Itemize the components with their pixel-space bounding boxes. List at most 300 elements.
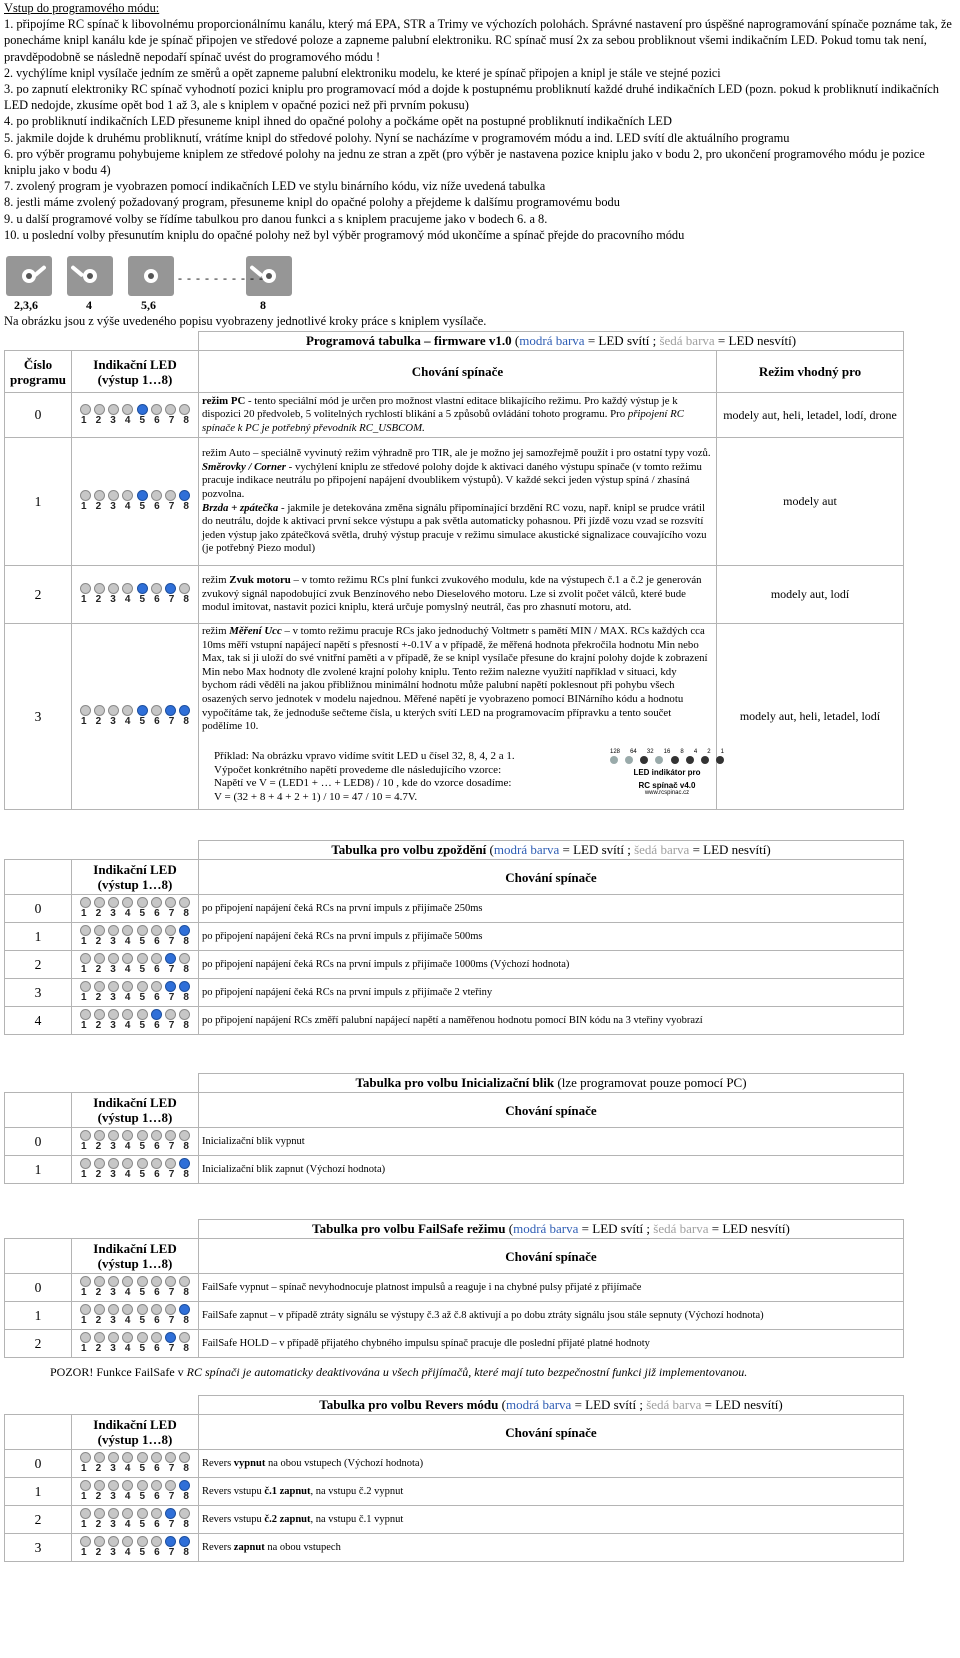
led-number: 7 — [168, 908, 175, 919]
col-behaviour: Chování spínače — [199, 1093, 904, 1128]
led-dot — [179, 1452, 190, 1463]
led-dot — [108, 705, 119, 716]
led-dot — [165, 1130, 176, 1141]
led-dot — [165, 705, 176, 716]
led-number: 1 — [81, 992, 87, 1003]
led-number: 3 — [110, 1287, 116, 1298]
behaviour-text: FailSafe zapnut – v případě ztráty signálu se výstupy č.3 až č.8 aktivují a po dobu ztráty signálu jsou stále sepnuty (Výchozí hodnota) — [199, 1302, 904, 1330]
led-dot — [179, 925, 190, 936]
led-dot — [94, 1009, 105, 1020]
program-number: 2 — [5, 1506, 72, 1534]
table-row — [5, 895, 904, 923]
led-dot — [94, 583, 105, 594]
led-dot — [122, 404, 133, 415]
led-dot — [94, 1480, 105, 1491]
led-dot — [151, 1304, 162, 1315]
led-number: 8 — [183, 1491, 189, 1502]
behaviour-text: Revers zapnut na obou vstupech — [199, 1534, 904, 1562]
led-indicator-board: 128 64 32 16 8 4 2 1 LED indikátor pro RC spínač v4.0 www.rcspinac.cz — [610, 749, 724, 796]
led-number: 7 — [168, 1343, 175, 1354]
led-number: 4 — [124, 716, 131, 727]
led-dot — [179, 490, 190, 501]
table-row — [5, 1506, 904, 1534]
led-dot — [165, 404, 176, 415]
mode-text: modely aut, heli, letadel, lodí — [717, 624, 904, 810]
led-dot — [94, 404, 105, 415]
led-dot — [151, 897, 162, 908]
program-number: 2 — [5, 1330, 72, 1358]
led-number: 7 — [168, 992, 175, 1003]
led-dot — [165, 981, 176, 992]
program-number: 0 — [5, 895, 72, 923]
table-row — [5, 979, 904, 1007]
led-dot — [108, 404, 119, 415]
led-number: 8 — [183, 1020, 189, 1031]
led-dot — [151, 404, 162, 415]
led-number: 1 — [81, 594, 87, 605]
led-number: 1 — [81, 501, 87, 512]
led-number: 6 — [154, 1141, 160, 1152]
led-dot — [122, 1508, 133, 1519]
board-led — [640, 756, 648, 764]
program-number: 0 — [5, 1450, 72, 1478]
led-number: 1 — [81, 1547, 87, 1558]
led-number: 3 — [110, 1169, 116, 1180]
led-indicator — [78, 1480, 192, 1502]
led-dot — [179, 1276, 190, 1287]
led-number: 2 — [95, 908, 102, 919]
intro-step-8: 8. jestli máme zvolený požadovaný program, přesuneme knipl do opačné polohy a přejdeme k dalšímu programovému bodu — [4, 195, 620, 210]
led-dot — [165, 1276, 176, 1287]
led-dot — [80, 1158, 91, 1169]
led-dot — [151, 1480, 162, 1491]
led-dot — [94, 1158, 105, 1169]
led-number: 2 — [95, 964, 102, 975]
program-number: 1 — [5, 1302, 72, 1330]
stick-label: 4 — [86, 298, 92, 312]
led-number: 3 — [110, 1141, 116, 1152]
failsafe-warning: POZOR! Funkce FailSafe v RC spínači je automaticky deaktivována u všech přijímačů, které mají tuto bezpečnostní funkci již implementovanou. — [50, 1365, 748, 1379]
col-led: Indikační LED (výstup 1…8) — [72, 1093, 199, 1128]
led-dot — [80, 1332, 91, 1343]
led-dot — [80, 1276, 91, 1287]
led-number: 3 — [110, 716, 116, 727]
delay-table-title: Tabulka pro volbu zpoždění (modrá barva = LED svítí ; šedá barva = LED nesvítí) — [199, 841, 904, 860]
led-number: 7 — [168, 936, 175, 947]
led-number: 5 — [139, 1141, 146, 1152]
led-dot — [122, 1009, 133, 1020]
stick-left-icon — [6, 256, 52, 296]
led-number: 6 — [154, 501, 160, 512]
program-number: 4 — [5, 1007, 72, 1035]
led-number: 1 — [81, 964, 87, 975]
behaviour-text: po připojení napájení čeká RCs na první impuls z přijímače 500ms — [199, 923, 904, 951]
stick-label: 5,6 — [141, 298, 156, 312]
led-indicator — [78, 583, 192, 605]
stick-center-icon — [128, 256, 174, 296]
col-led: Indikační LED (výstup 1…8) — [72, 351, 199, 393]
behaviour-text: po připojení napájení čeká RCs na první impuls z přijímače 2 vteřiny — [199, 979, 904, 1007]
board-number: 64 — [630, 749, 637, 755]
table-row — [5, 1274, 904, 1302]
led-dot — [108, 583, 119, 594]
col-behaviour: Chování spínače — [199, 1415, 904, 1450]
led-dot — [137, 1508, 148, 1519]
led-number: 7 — [168, 1020, 175, 1031]
program-number: 3 — [5, 979, 72, 1007]
led-number: 8 — [183, 1463, 189, 1474]
led-dot — [94, 1332, 105, 1343]
led-number: 7 — [168, 1141, 175, 1152]
led-dot — [151, 1536, 162, 1547]
led-dot — [122, 925, 133, 936]
led-dot — [94, 981, 105, 992]
led-number: 6 — [154, 908, 160, 919]
led-dot — [94, 1304, 105, 1315]
table-row — [5, 1128, 904, 1156]
led-indicator — [78, 1508, 192, 1530]
program-number: 2 — [5, 951, 72, 979]
led-indicator — [78, 1009, 192, 1031]
behaviour-text: režim Měření Ucc – v tomto režimu pracuje RCs jako jednoduchý Voltmetr s pamětí MIN / MAX. RCs každých cca 10ms měří vstupní napájecí napětí s přesností +-0.1V a v případě, že měřená hodnota překročila hodnotu Min nebo Max, tak si ji uloží do své vnitřní paměti a v případě, že se knipl vysílače přesune do krajní polohy dojde k zobrazení Min nebo Max hodnoty dle zvolené krajní polohy kniplu. Tento režim nalezne využití například v situaci, kdy bychom rádi věděli na jakou přibližnou minimální hodnotu může palubní napětí poklesnout při pohybu všech osazených servo jednotek v modelu najednou. Měřené napětí je vyobrazeno pomocí BINárního kódu a hodnotu vypočítáme tak, že jednoduše sečteme čísla, u kterých svítí LED na programovacím přípravku a tento součet podělíme 10. — [199, 624, 717, 810]
led-number: 2 — [95, 414, 102, 426]
table-row — [5, 1156, 904, 1184]
led-dot — [108, 1452, 119, 1463]
led-number: 1 — [81, 1287, 87, 1298]
led-dot — [122, 1158, 133, 1169]
led-dot — [108, 981, 119, 992]
led-dot — [108, 1158, 119, 1169]
led-number: 8 — [183, 936, 189, 947]
led-dot — [80, 953, 91, 964]
led-number: 2 — [95, 1315, 102, 1326]
board-led — [610, 756, 618, 764]
led-number: 8 — [183, 1287, 189, 1298]
led-dot — [179, 1158, 190, 1169]
revers-table-title: Tabulka pro volbu Revers módu (modrá barva = LED svítí ; šedá barva = LED nesvítí) — [199, 1396, 904, 1415]
led-number: 2 — [95, 1519, 102, 1530]
led-dot — [151, 1276, 162, 1287]
led-dot — [165, 583, 176, 594]
led-dot — [80, 925, 91, 936]
table-row — [5, 1330, 904, 1358]
led-number: 6 — [154, 1315, 160, 1326]
program-number: 1 — [5, 923, 72, 951]
led-number: 5 — [139, 716, 146, 727]
led-number: 3 — [110, 1491, 116, 1502]
led-number: 6 — [154, 992, 160, 1003]
led-indicator — [78, 490, 192, 512]
board-led — [625, 756, 633, 764]
led-number: 2 — [95, 1141, 102, 1152]
led-indicator — [78, 1276, 192, 1298]
led-dot — [94, 1536, 105, 1547]
led-number: 3 — [110, 1020, 116, 1031]
intro-step-6: 6. pro výběr programu pohybujeme kniplem ze středové polohy na jednu ze stran a zpět (pro výběr je nastavena pozice kniplu jako v bodu 2, pro ukončení programového módu je pozice kniplu jako v bodu 4) — [4, 146, 925, 178]
led-dot — [151, 981, 162, 992]
program-number: 0 — [5, 1128, 72, 1156]
behaviour-text: Revers vstupu č.2 zapnut, na vstupu č.1 vypnut — [199, 1506, 904, 1534]
led-number: 6 — [154, 1547, 160, 1558]
led-number: 6 — [154, 1491, 160, 1502]
led-number: 4 — [124, 1169, 131, 1180]
failsafe-table — [4, 1219, 904, 1358]
table-row — [5, 393, 904, 438]
behaviour-text: Revers vypnut na obou vstupech (Výchozí hodnota) — [199, 1450, 904, 1478]
behaviour-text: Inicializační blik zapnut (Výchozí hodnota) — [199, 1156, 904, 1184]
led-dot — [80, 1452, 91, 1463]
led-number: 6 — [154, 716, 160, 727]
led-dot — [94, 897, 105, 908]
init-table-title: Tabulka pro volbu Inicializační blik (lze programovat pouze pomocí PC) — [199, 1074, 904, 1093]
led-dot — [122, 583, 133, 594]
led-number: 4 — [124, 908, 131, 919]
dots-separator: - - - - - - - - - - — [178, 271, 264, 285]
init-table — [4, 1073, 904, 1184]
led-number: 5 — [139, 1020, 146, 1031]
led-dot — [122, 1332, 133, 1343]
led-dot — [137, 705, 148, 716]
led-dot — [137, 897, 148, 908]
led-number: 3 — [110, 1463, 116, 1474]
led-number: 5 — [139, 1463, 146, 1474]
led-number: 6 — [154, 414, 160, 426]
led-number: 1 — [81, 1463, 87, 1474]
led-number: 2 — [95, 716, 102, 727]
led-number: 3 — [110, 992, 116, 1003]
led-number: 5 — [139, 936, 146, 947]
led-dot — [137, 1304, 148, 1315]
led-number: 3 — [110, 1315, 116, 1326]
col-program-number: Číslo programu — [5, 351, 72, 393]
led-dot — [80, 897, 91, 908]
led-dot — [94, 490, 105, 501]
led-dot — [94, 953, 105, 964]
led-dot — [80, 490, 91, 501]
led-dot — [108, 1332, 119, 1343]
col-led: Indikační LED (výstup 1…8) — [72, 1415, 199, 1450]
led-dot — [137, 981, 148, 992]
col-behaviour: Chování spínače — [199, 860, 904, 895]
led-number: 7 — [168, 594, 175, 605]
led-number: 8 — [183, 964, 189, 975]
led-number: 7 — [168, 1463, 175, 1474]
board-number: 32 — [646, 749, 654, 755]
col-behaviour: Chování spínače — [199, 1239, 904, 1274]
led-indicator — [78, 1332, 192, 1354]
led-number: 4 — [124, 501, 131, 512]
board-led — [655, 756, 663, 764]
led-dot — [151, 953, 162, 964]
board-led — [686, 756, 694, 764]
led-number: 5 — [139, 1547, 146, 1558]
led-dot — [179, 1304, 190, 1315]
led-indicator — [78, 705, 192, 727]
led-number: 6 — [154, 1287, 160, 1298]
led-dot — [108, 925, 119, 936]
led-dot — [137, 1158, 148, 1169]
led-indicator — [78, 981, 192, 1003]
led-dot — [179, 1536, 190, 1547]
program-table-title: Programová tabulka – firmware v1.0 (modrá barva = LED svítí ; šedá barva = LED nesvítí) — [199, 332, 904, 351]
failsafe-table-title: Tabulka pro volbu FailSafe režimu (modrá barva = LED svítí ; šedá barva = LED nesvítí) — [199, 1220, 904, 1239]
led-number: 1 — [81, 1343, 87, 1354]
board-number: 4 — [693, 749, 698, 755]
led-dot — [165, 897, 176, 908]
program-number: 2 — [5, 566, 72, 624]
program-table — [4, 331, 904, 810]
led-number: 4 — [124, 1463, 131, 1474]
led-dot — [165, 1480, 176, 1491]
led-dot — [165, 1009, 176, 1020]
led-number: 3 — [110, 1343, 116, 1354]
intro-title: Vstup do programového módu: — [4, 1, 160, 15]
led-number: 6 — [154, 1020, 160, 1031]
led-indicator — [78, 1304, 192, 1326]
program-number: 0 — [5, 1274, 72, 1302]
table-row — [5, 1450, 904, 1478]
led-indicator — [78, 1130, 192, 1152]
led-dot — [137, 1009, 148, 1020]
led-number: 3 — [110, 501, 116, 512]
led-indicator — [78, 1158, 192, 1180]
led-number: 3 — [110, 414, 116, 426]
led-number: 5 — [139, 1519, 146, 1530]
stick-label: 8 — [260, 298, 266, 312]
led-number: 5 — [139, 964, 146, 975]
led-number: 2 — [95, 1463, 102, 1474]
led-number: 5 — [139, 1343, 146, 1354]
led-dot — [108, 953, 119, 964]
led-number: 8 — [183, 1519, 189, 1530]
led-number: 7 — [168, 1287, 175, 1298]
led-number: 7 — [168, 414, 175, 426]
col-led: Indikační LED (výstup 1…8) — [72, 860, 199, 895]
led-number: 4 — [124, 1519, 131, 1530]
led-number: 1 — [81, 414, 87, 426]
led-dot — [165, 1536, 176, 1547]
led-dot — [80, 981, 91, 992]
led-dot — [137, 490, 148, 501]
led-dot — [80, 1304, 91, 1315]
intro-text — [4, 0, 956, 243]
behaviour-text: FailSafe vypnut – spínač nevyhodnocuje platnost impulsů a reaguje i na chybné pulsy přijaté z přijímače — [199, 1274, 904, 1302]
led-dot — [179, 1130, 190, 1141]
table-row — [5, 1478, 904, 1506]
led-dot — [165, 1158, 176, 1169]
led-dot — [80, 1009, 91, 1020]
led-dot — [137, 1536, 148, 1547]
intro-step-9: 9. u další programové volby se řídíme tabulkou pro danou funkci a s kniplem pracujeme jako v bodech 6. a 8. — [4, 211, 548, 226]
led-dot — [94, 1130, 105, 1141]
led-dot — [137, 1452, 148, 1463]
intro-step-7: 7. zvolený program je vyobrazen pomocí indikačních LED ve stylu binárního kódu, viz níže uvedená tabulka — [4, 179, 546, 194]
behaviour-text: FailSafe HOLD – v případě přijatého chybného impulsu spínač pracuje dle poslední přijaté platné hodnoty — [199, 1330, 904, 1358]
led-dot — [137, 1332, 148, 1343]
led-number: 2 — [95, 1547, 102, 1558]
led-number: 6 — [154, 1519, 160, 1530]
led-number: 8 — [183, 716, 189, 727]
led-dot — [108, 1304, 119, 1315]
led-dot — [137, 953, 148, 964]
table-row — [5, 1534, 904, 1562]
led-number: 4 — [124, 1491, 131, 1502]
led-dot — [179, 1480, 190, 1491]
behaviour-text: režim Auto – speciálně vyvinutý režim výhradně pro TIR, ale je možno jej samozřejmě použít i pro ostatní typy vozů. Směrovky / Corner - vychýlení kniplu ze středové polohy dojde k aktivaci daného výstupu spínače (v tomto režimu pracuje indikace neutrálu po připojení napájení dvoublikem výstupů). V každé sekci jeden výstup spíná / zhasíná pozvolna. Brzda + zpátečka - jakmile je detekována změna signálu připomínající brzdění RC vozu, např. knipl se prudce vrátil do neutrálu, dojde k aktivaci první sekce výstupu a pak světla automaticky pohasnou. Při jízdě vozu vzad se rozsvítí jeden výstup jako zpátečková světla, druhý výstup pracuje v režimu simulace akustické signalizace couvajícího vozu (je potřebný Piezo modul) — [199, 438, 717, 566]
led-dot — [165, 490, 176, 501]
intro-step-3: 3. po zapnutí elektroniky RC spínač vyhodnotí pozici kniplu pro programovací mód a dojde k postupnému probliknutí každé druhé indikačních LED (pozn. pokud k probliknutí indikačních LED nedojde, zkusíme opět bod 1 až 3, ale s kniplem v opačné pozici než při prvním pokusu) — [4, 82, 939, 113]
led-number: 1 — [81, 1519, 87, 1530]
led-number: 1 — [81, 1141, 87, 1152]
led-dot — [94, 1452, 105, 1463]
intro-step-5: 5. jakmile dojde k druhému probliknutí, vrátíme knipl do středové polohy. Nyní se nacházíme v programovém módu a ind. LED svítí dle aktuálního programu — [4, 130, 790, 145]
stick-label: 2,3,6 — [14, 298, 38, 312]
led-dot — [108, 1009, 119, 1020]
table-row — [5, 1302, 904, 1330]
behaviour-text: režim PC - tento speciální mód je určen pro možnost vlastní editace blikajícího režimu. Pro každý výstup je k dispozici 20 předvoleb, 5 volitelných rychlostí blikání a 5 způsobů ovládání tohoto programu. Pro připojení RC spínače k PC je potřebný převodník RC_USBCOM. — [199, 393, 717, 438]
mode-text: modely aut — [717, 438, 904, 566]
led-dot — [108, 897, 119, 908]
led-dot — [137, 925, 148, 936]
led-number: 3 — [110, 1519, 116, 1530]
led-number: 4 — [124, 1141, 131, 1152]
led-dot — [179, 705, 190, 716]
led-number: 6 — [154, 594, 160, 605]
board-number: 128 — [610, 749, 621, 755]
led-number: 6 — [154, 1463, 160, 1474]
led-number: 8 — [183, 414, 189, 426]
led-number: 5 — [139, 1315, 146, 1326]
mode-text: modely aut, heli, letadel, lodí, drone — [717, 393, 904, 438]
led-number: 8 — [183, 1547, 189, 1558]
table-row — [5, 923, 904, 951]
program-number: 0 — [5, 393, 72, 438]
led-dot — [179, 404, 190, 415]
led-dot — [151, 490, 162, 501]
led-number: 7 — [168, 1315, 175, 1326]
table-row — [5, 438, 904, 566]
led-number: 2 — [95, 1169, 102, 1180]
led-dot — [94, 1276, 105, 1287]
led-number: 7 — [168, 716, 175, 727]
board-led — [716, 756, 724, 764]
led-dot — [179, 1508, 190, 1519]
program-number: 1 — [5, 1156, 72, 1184]
led-dot — [151, 1508, 162, 1519]
program-number: 3 — [5, 1534, 72, 1562]
led-number: 5 — [139, 1169, 146, 1180]
led-number: 1 — [81, 1169, 87, 1180]
led-number: 6 — [154, 964, 160, 975]
led-number: 8 — [183, 1343, 189, 1354]
led-dot — [122, 897, 133, 908]
led-number: 1 — [81, 716, 87, 727]
led-number: 8 — [183, 501, 189, 512]
led-dot — [108, 1480, 119, 1491]
program-number: 3 — [5, 624, 72, 810]
led-indicator — [78, 1536, 192, 1558]
led-dot — [108, 490, 119, 501]
led-dot — [165, 1452, 176, 1463]
led-dot — [122, 1452, 133, 1463]
led-dot — [179, 897, 190, 908]
intro-step-4: 4. po probliknutí indikačních LED přesuneme knipl ihned do opačné polohy a počkáme opět na postupné probliknutí indikačních LED — [4, 114, 672, 129]
led-dot — [80, 404, 91, 415]
led-dot — [94, 705, 105, 716]
led-number: 4 — [124, 964, 131, 975]
led-number: 6 — [154, 1169, 160, 1180]
led-dot — [122, 981, 133, 992]
